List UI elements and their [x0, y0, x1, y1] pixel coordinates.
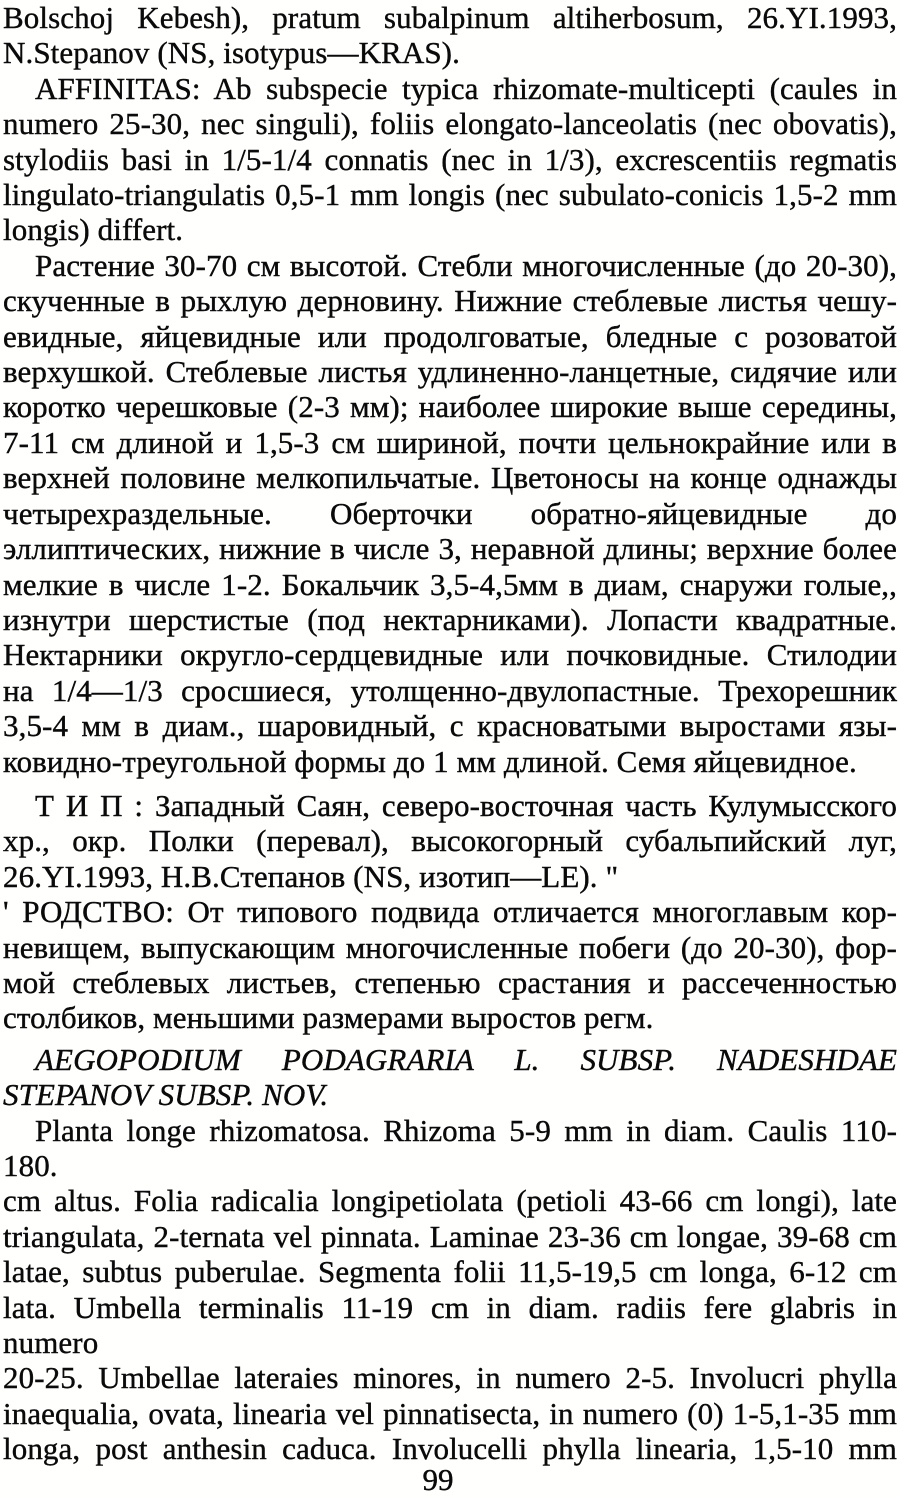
paragraph-type-locality: [3, 788, 897, 894]
text-line: longa, post anthesin caduca. Involucelli phylla linearia, 1,5-10 mm: [3, 1431, 897, 1467]
text-line: lingulato-triangulatis 0,5-1 mm longis (nec subulato-conicis 1,5-2 mm: [3, 177, 897, 213]
text-line: верхней половине мелкопильчатые. Цветоносы на конце однажды: [3, 460, 897, 496]
text-line: 7-11 см длиной и 1,5-3 см шириной, почти цельнокрайние или в: [3, 424, 897, 460]
text-line: 3,5-4 мм в диам., шаровидный, с красноватыми выростами язы-: [3, 708, 897, 744]
text-line: STEPANOV SUBSP. NOV.: [3, 1077, 329, 1113]
paragraph-rodstvo: [3, 894, 897, 1036]
paragraph-locality-continuation: [3, 0, 897, 71]
text-line: коротко черешковые (2-3 мм); наиболее широкие выше середины,: [3, 389, 897, 425]
text-line: N.Stepanov (NS, isotypus—KRAS).: [3, 35, 460, 71]
text-line: столбиков, меньшими размерами выростов регм.: [3, 1000, 654, 1036]
text-line: triangulata, 2-ternata vel pinnata. Laminae 23-36 cm longae, 39-68 cm: [3, 1218, 897, 1254]
paragraph-planta-description: [3, 1113, 897, 1467]
text-line: inaequalia, ovata, linearia vel pinnatisecta, in numero (0) 1-5,1-35 mm: [3, 1395, 897, 1431]
text-line: мой стеблевых листьев, степенью срастания и рассеченностью: [3, 964, 897, 1000]
text-line: Т И П : Западный Саян, северо-восточная часть Кулумысского: [35, 787, 897, 823]
text-line: мелкие в числе 1-2. Бокальчик 3,5-4,5мм в диам, снаружи голые,,: [3, 566, 897, 602]
page-text: [3, 0, 897, 1467]
text-line: ковидно-треугольной формы до 1 мм длиной. Семя яйцевидное.: [3, 743, 857, 779]
text-line: AFFINITAS: Ab subspecie typica rhizomate-multicepti (caules in: [35, 70, 897, 106]
text-line: скученные в рыхлую дерновину. Нижние стеблевые листья чешу-: [3, 283, 897, 319]
text-line: stylodiis basi in 1/5-1/4 connatis (nec in 1/3), excrescentiis regmatis: [3, 141, 897, 177]
text-line: Нектарники округло-сердцевидные или почковидные. Стилодии: [3, 637, 897, 673]
text-line: 20-25. Umbellae lateraies minores, in numero 2-5. Involucri phylla: [3, 1360, 897, 1396]
text-line: четырехраздельные. Оберточки обратно-яйцевидные до: [3, 495, 897, 531]
text-line: верхушкой. Стеблевые листья удлиненно-ланцетные, сидячие или: [3, 354, 897, 390]
text-line: numero 25-30, nec singuli), foliis elongato-lanceolatis (nec obovatis),: [3, 106, 897, 142]
text-line: lata. Umbella terminalis 11-19 cm in diam. radiis fere glabris in numero: [3, 1289, 897, 1361]
text-line: на 1/4—1/3 сросшиеся, утолщенно-двулопастные. Трехорешник: [3, 672, 897, 708]
text-line: эллиптических, нижние в числе 3, неравной длины; верхние более: [3, 531, 897, 567]
text-line: Растение 30-70 см высотой. Стебли многочисленные (до 20-30),: [35, 247, 897, 283]
text-line: невищем, выпускающим многочисленные побеги (до 20-30), фор-: [3, 929, 897, 965]
text-line: Planta longe rhizomatosa. Rhizoma 5-9 mm in diam. Caulis 110-180.: [3, 1112, 897, 1183]
text-line: евидные, яйцевидные или продолговатые, бледные с розоватой: [3, 318, 897, 354]
text-line: 26.YI.1993, Н.В.Степанов (NS, изотип—LE). ": [3, 858, 619, 894]
paragraph-russian-description: [3, 248, 897, 779]
text-line: изнутри шерстистые (под нектарниками). Лопасти квадратные.: [3, 601, 897, 637]
paragraph-affinitas: [3, 71, 897, 248]
text-line: AEGOPODIUM PODAGRARIA L. SUBSP. NADESHDAE: [35, 1041, 897, 1077]
page-number: 99: [422, 1462, 454, 1497]
text-line: longis) differt.: [3, 212, 184, 248]
text-line: cm altus. Folia radicalia longipetiolata (petioli 43-66 cm longi), late: [3, 1183, 897, 1219]
paragraph-species-heading: [3, 1042, 897, 1113]
text-line: хр., окр. Полки (перевал), высокогорный субальпийский луг,: [3, 823, 897, 859]
text-line: Bolschoj Kebesh), pratum subalpinum altiherbosum, 26.YI.1993,: [3, 0, 897, 35]
text-line: ' РОДСТВО: От типового подвида отличается многоглавым кор-: [3, 894, 897, 930]
text-line: latae, subtus puberulae. Segmenta folii 11,5-19,5 cm longa, 6-12 cm: [3, 1254, 897, 1290]
